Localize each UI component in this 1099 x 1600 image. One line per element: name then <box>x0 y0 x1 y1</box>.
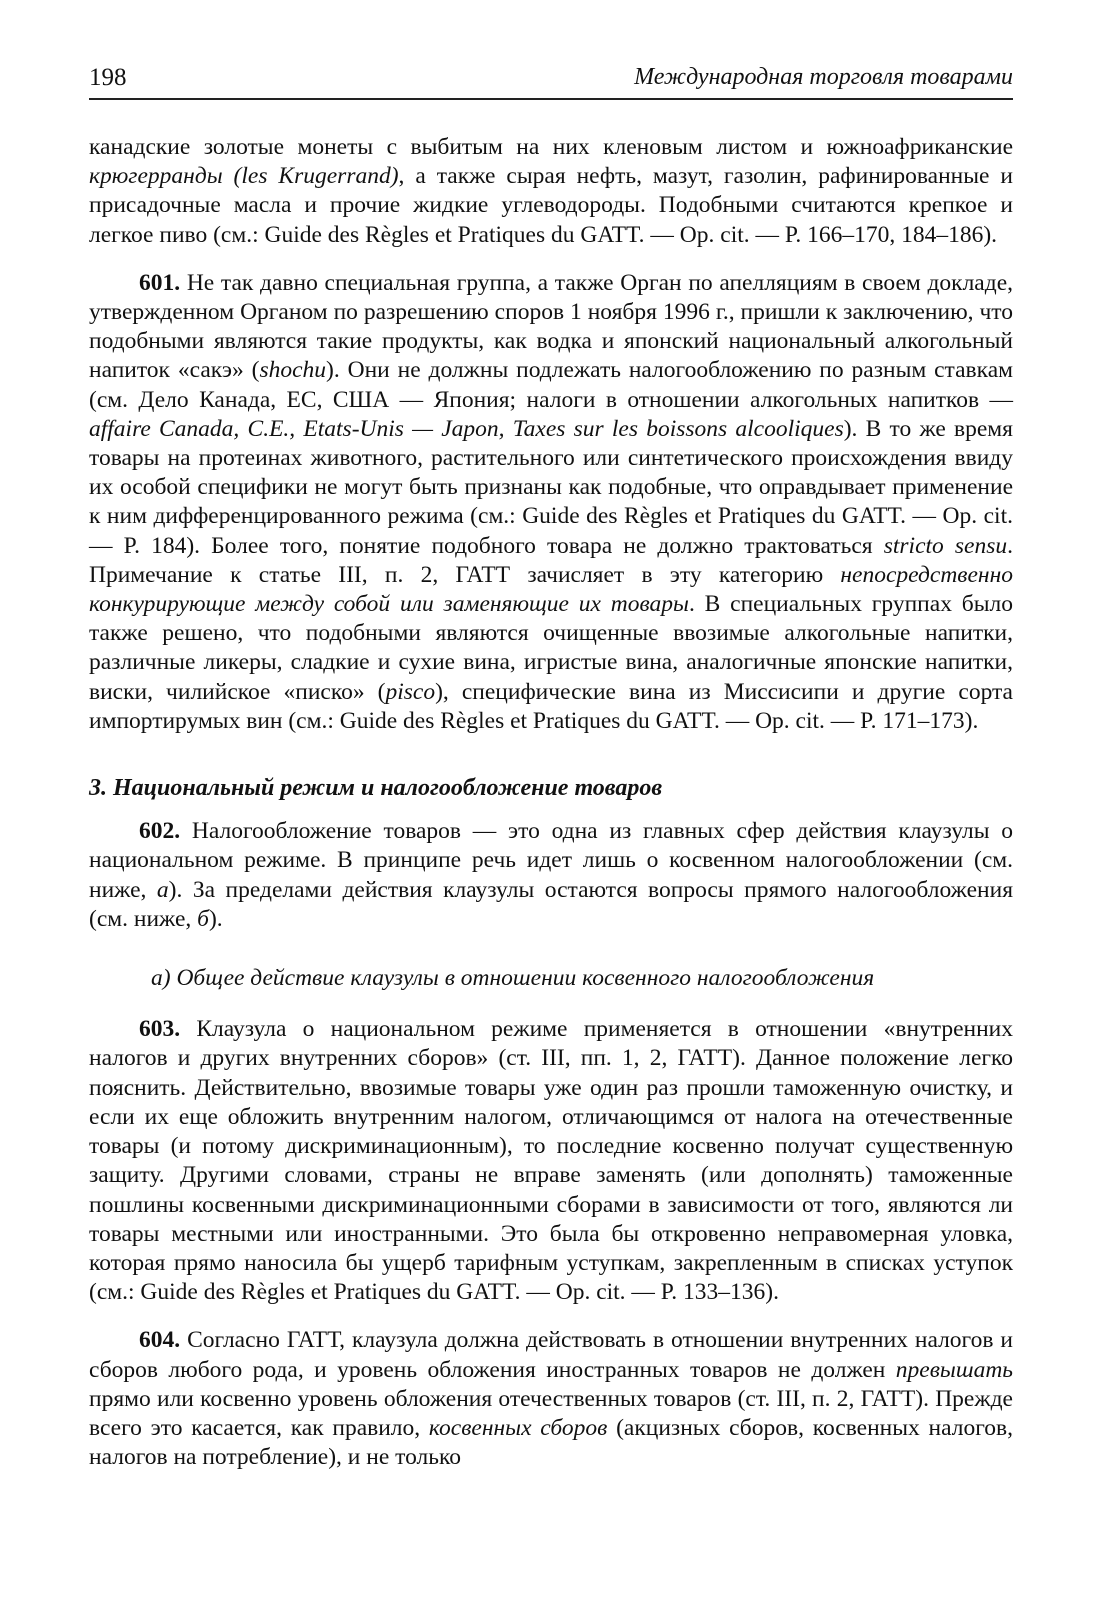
text-run: Согласно ГАТТ, клаузула должна действовать в отношении внутренних налогов и сборов любого рода, и уровень обложения иностранных товаров не должен <box>89 1327 1013 1383</box>
text-run: . Примечание к статье III, п. 2, ГАТТ зачисляет в эту категорию <box>89 532 1013 588</box>
section-heading: 3. Национальный режим и налогообложение товаров <box>89 775 663 802</box>
paragraph-continued <box>89 133 1013 250</box>
paragraph-number: 601. <box>139 269 181 296</box>
italic-term: а <box>156 876 169 903</box>
text-run: прямо или косвенно уровень обложения отечественных товаров (ст. III, п. 2, ГАТТ). Прежде всего это касается, как правило, <box>89 1385 1013 1441</box>
text-run: ). За пределами действия клаузулы остаются вопросы прямого налогообложения (см. ниже, <box>89 876 1014 932</box>
paragraph-602 <box>89 817 1013 934</box>
text-run: Налогообложение товаров — это одна из главных сфер действия клаузулы о национальном режиме. В принципе речь идет лишь о косвенном налогообложении (см. ниже, <box>89 818 1013 903</box>
page-body <box>89 133 1013 1472</box>
paragraph-number: 603. <box>139 1016 181 1043</box>
italic-term: affaire Canada, C.E., Etats-Unis — Japon, Taxes sur les boissons alcooliques <box>89 415 844 442</box>
subsection-heading: а) Общее действие клаузулы в отношении косвенного налогообложения <box>151 965 875 992</box>
text-run: (акцизных сборов, косвенных налогов, налогов на потребление), и не только <box>89 1414 1014 1471</box>
text-run: Клаузула о национальном режиме применяется в отношении «внутренних налогов и других внутренних сборов» (ст. III, пп. 1, 2, ГАТТ). Данное положение легко пояснить. Действительно, ввозимые товары уже один раз прошли таможенную очистку, и если их еще обложить внутренним налогом, отличающимся от налога на отечественные товары (и потому дискриминационным), то последние косвенно получат существенную защиту. Другими словами, страны не вправе заменять (или дополнять) таможенные пошлины косвенными дискриминационными сборами в зависимости от того, являются ли товары местными или иностранными. Это была бы откровенно неправомерная уловка, которая прямо наносила бы ущерб тарифным уступкам, закрепленным в списках уступок (см.: Guide des Règles et Pratiques du GATT. — Op. cit. — P. 133–136). <box>89 1016 1013 1306</box>
paragraph-604 <box>89 1326 1013 1472</box>
italic-term: stricto sensu <box>883 532 1008 559</box>
page-header <box>89 58 1013 100</box>
italic-term: shochu <box>259 357 327 384</box>
italic-term: pisco <box>385 678 436 705</box>
text-run: Не так давно специальная группа, а также Орган по апелляциям в своем докладе, утвержденном Органом по разрешению споров 1 ноября 1996 г., пришли к заключению, что подобными являются такие продукты, как водка и японский национальный алкогольный напиток «сакэ» ( <box>89 269 1013 384</box>
text-run: . В специальных группах было также решено, что подобными являются очищенные ввозимые алкогольные напитки, различные ликеры, сладкие и сухие вина, игристые вина, аналогичные японские напитки, виски, чилийское «писко» ( <box>89 591 1013 705</box>
italic-term: непосредственно конкурирующие между собой или заменяющие их товары <box>89 561 1013 618</box>
paragraph-603 <box>89 1015 1013 1307</box>
paragraph-number: 602. <box>139 818 181 845</box>
text-run: ), специфические вина из Миссисипи и другие сорта импортирумых вин (см.: Guide des Règles et Pratiques du GATT. — Op. cit. — P. 171–173). <box>89 678 1013 734</box>
text-run: , а также сырая нефть, мазут, газолин, рафинированные и присадочные масла и прочие жидкие углеводороды. Подобными считаются крепкое и легкое пиво (см.: Guide des Règles et Pratiques du GATT. — Op. cit. — P. 166–170, 184–186). <box>89 163 1013 248</box>
text-run: ). Они не должны подлежать налогообложению по разным ставкам (см. Дело Канада, ЕС, США — Япония; налоги в отношении алкогольных напитков — <box>89 357 1013 413</box>
italic-term: крюгерранды (les Krugerrand) <box>89 163 399 190</box>
paragraph-601 <box>89 269 1013 736</box>
text-run: ). <box>208 905 223 932</box>
text-run: ). В то же время товары на протеинах животного, растительного или синтетического происхождения ввиду их особой специфики не могут быть признаны как подобные, что оправдывает применение к ним дифференцированного режима (см.: Guide des Règles et Pratiques du GATT. — Op. cit. — P. 184). Более того, понятие подобного товара не должно трактоваться <box>89 415 1013 559</box>
running-title: Международная торговля товарами <box>634 64 1013 90</box>
page-number: 198 <box>89 64 127 91</box>
text-run: канадские золотые монеты с выбитым на них кленовым листом и южноафриканские <box>89 134 1013 160</box>
italic-term: превышать <box>895 1356 1013 1383</box>
paragraph-number: 604. <box>139 1327 181 1354</box>
italic-term: косвенных сборов <box>428 1414 608 1441</box>
italic-term: б <box>197 905 209 932</box>
